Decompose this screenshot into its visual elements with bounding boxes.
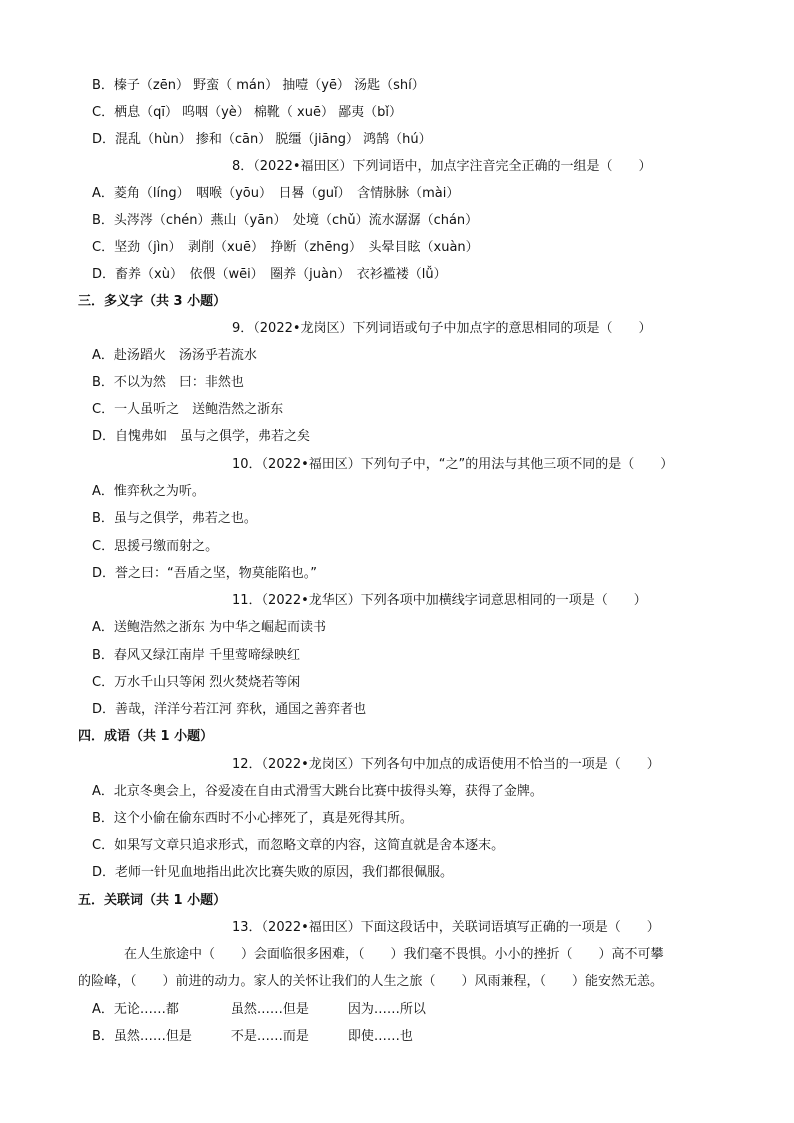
q9-title: 9．（2022•龙岗区）下列词语或句子中加点字的意思相同的项是（ ）	[232, 321, 652, 336]
q11-option-a: A．送鲍浩然之浙东 为中华之崛起而读书	[92, 620, 327, 635]
section-4-heading: 四．成语（共 1 小题）	[78, 729, 214, 744]
q13-option-b: B．虽然……但是 不是……而是 即使……也	[92, 1029, 413, 1044]
q13-title: 13．（2022•福田区）下面这段话中，关联词语填写正确的一项是（ ）	[232, 920, 660, 935]
q11-title: 11．（2022•龙华区）下列各项中加横线字词意思相同的一项是（ ）	[232, 593, 647, 608]
q11-option-b: B．春风又绿江南岸 千里莺啼绿映红	[92, 648, 301, 663]
q10-title: 10．（2022•福田区）下列句子中，“之”的用法与其他三项不同的是（ ）	[232, 457, 674, 472]
q13-passage-line-1: 在人生旅途中（ ）会面临很多困难，（ ）我们毫不畏惧。小小的挫折（ ）高不可攀	[124, 947, 664, 962]
q8-option-c: C．坚劲（jìn） 剥削（xuē） 挣断（zhēng） 头晕目眩（xuàn）	[92, 240, 479, 255]
q12-option-b: B．这个小偷在偷东西时不小心摔死了，真是死得其所。	[92, 811, 413, 826]
q9-option-b: B．不以为然 曰：非然也	[92, 375, 244, 390]
q8-option-a: A．菱角（líng） 咽喉（yōu） 日晷（guǐ） 含情脉脉（mài）	[92, 186, 460, 201]
q11-option-c: C．万水千山只等闲 烈火焚烧若等闲	[92, 675, 301, 690]
q12-title: 12．（2022•龙岗区）下列各句中加点的成语使用不恰当的一项是（ ）	[232, 757, 660, 772]
q13-option-a: A．无论……都 虽然……但是 因为……所以	[92, 1002, 426, 1017]
section-3-heading: 三．多义字（共 3 小题）	[78, 294, 227, 309]
q12-option-c: C．如果写文章只追求形式，而忽略文章的内容，这简直就是舍本逐末。	[92, 838, 505, 853]
q13-passage-line-2: 的险峰，（ ）前进的动力。家人的关怀让我们的人生之旅（ ）风雨兼程，（ ）能安然无恙。	[78, 974, 664, 989]
q10-option-b: B．虽与之俱学，弗若之也。	[92, 511, 257, 526]
q9-option-d: D．自愧弗如 虽与之俱学，弗若之矣	[92, 429, 311, 444]
q10-option-c: C．思援弓缴而射之。	[92, 539, 219, 554]
q7-option-c: C．栖息（qī） 呜咽（yè） 棉靴（ xuē） 鄙夷（bǐ）	[92, 105, 402, 120]
q8-option-d: D．畜养（xù） 依偎（wēi） 圈养（juàn） 衣衫褴褛（lǚ）	[92, 267, 447, 282]
q10-option-a: A．惟弈秋之为听。	[92, 484, 205, 499]
q9-option-a: A．赴汤蹈火 汤汤乎若流水	[92, 348, 257, 363]
q8-title: 8．（2022•福田区）下列词语中，加点字注音完全正确的一组是（ ）	[232, 159, 652, 174]
q9-option-c: C．一人虽听之 送鲍浩然之浙东	[92, 402, 284, 417]
q12-option-d: D．老师一针见血地指出此次比赛失败的原因，我们都很佩服。	[92, 865, 454, 880]
q12-option-a: A．北京冬奥会上，谷爱凌在自由式滑雪大跳台比赛中拔得头筹，获得了金牌。	[92, 784, 543, 799]
q11-option-d: D．善哉，洋洋兮若江河 弈秋，通国之善弈者也	[92, 702, 367, 717]
section-5-heading: 五．关联词（共 1 小题）	[78, 893, 227, 908]
q10-option-d: D．誉之曰：“吾盾之坚，物莫能陷也。”	[92, 566, 317, 581]
q7-option-b: B．榛子（zēn） 野蛮（ mán） 抽噎（yē） 汤匙（shí）	[92, 78, 425, 93]
q8-option-b: B．头涔涔（chén）燕山（yān） 处境（chǔ）流水潺潺（chán）	[92, 213, 479, 228]
q7-option-d: D．混乱（hùn） 掺和（cān） 脱缰（jiāng） 鸿鹄（hú）	[92, 132, 432, 147]
